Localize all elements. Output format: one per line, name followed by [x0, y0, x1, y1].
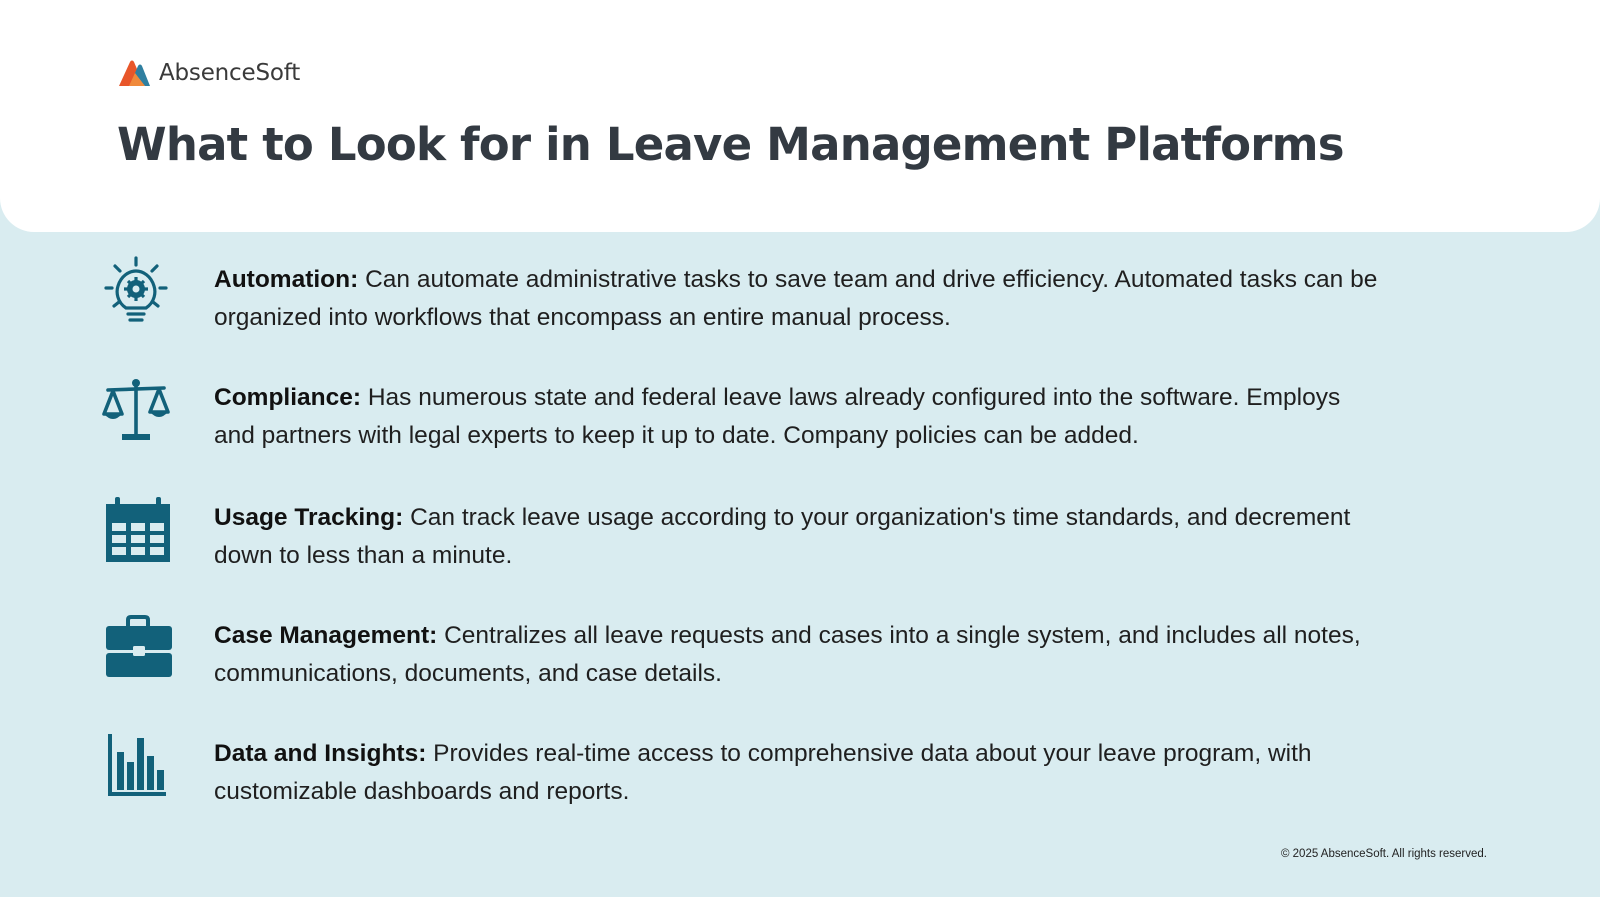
feature-title: Data and Insights: [214, 740, 427, 767]
feature-title: Automation: [214, 266, 359, 293]
feature-description: Can automate administrative tasks to save team and drive efficiency. Automated tasks can be organized into workflows that encompass an entire manual process. [214, 266, 1378, 331]
lightbulb-gear-icon [100, 256, 176, 332]
feature-title: Compliance: [214, 384, 362, 411]
feature-description: Provides real-time access to comprehensive data about your leave program, with customizable dashboards and reports. [214, 740, 1312, 805]
feature-title: Usage Tracking: [214, 504, 404, 531]
copyright-notice: © 2025 AbsenceSoft. All rights reserved. [1280, 848, 1487, 860]
header [0, 0, 1600, 232]
calendar-icon [100, 494, 176, 570]
feature-description: Can track leave usage according to your organization's time standards, and decrement down to less than a minute. [214, 504, 1351, 569]
feature-usage-tracking [100, 494, 1400, 584]
bar-chart-icon [100, 730, 176, 806]
feature-data-insights [100, 730, 1400, 820]
briefcase-icon [100, 612, 176, 688]
feature-description: Centralizes all leave requests and cases into a single system, and includes all notes, communications, documents, and case details. [214, 622, 1361, 687]
page-title: What to Look for in Leave Management Platforms [117, 118, 1344, 171]
scales-icon [100, 374, 176, 450]
feature-description: Has numerous state and federal leave laws already configured into the software. Employs and partners with legal experts to keep it up to date. Company policies can be added. [214, 384, 1341, 449]
brand [117, 56, 300, 90]
feature-title: Case Management: [214, 622, 438, 649]
brand-name: AbsenceSoft [159, 60, 301, 86]
feature-automation [100, 256, 1400, 346]
feature-compliance [100, 374, 1400, 464]
absencesoft-logo-icon [117, 56, 151, 90]
feature-case-management [100, 612, 1400, 702]
